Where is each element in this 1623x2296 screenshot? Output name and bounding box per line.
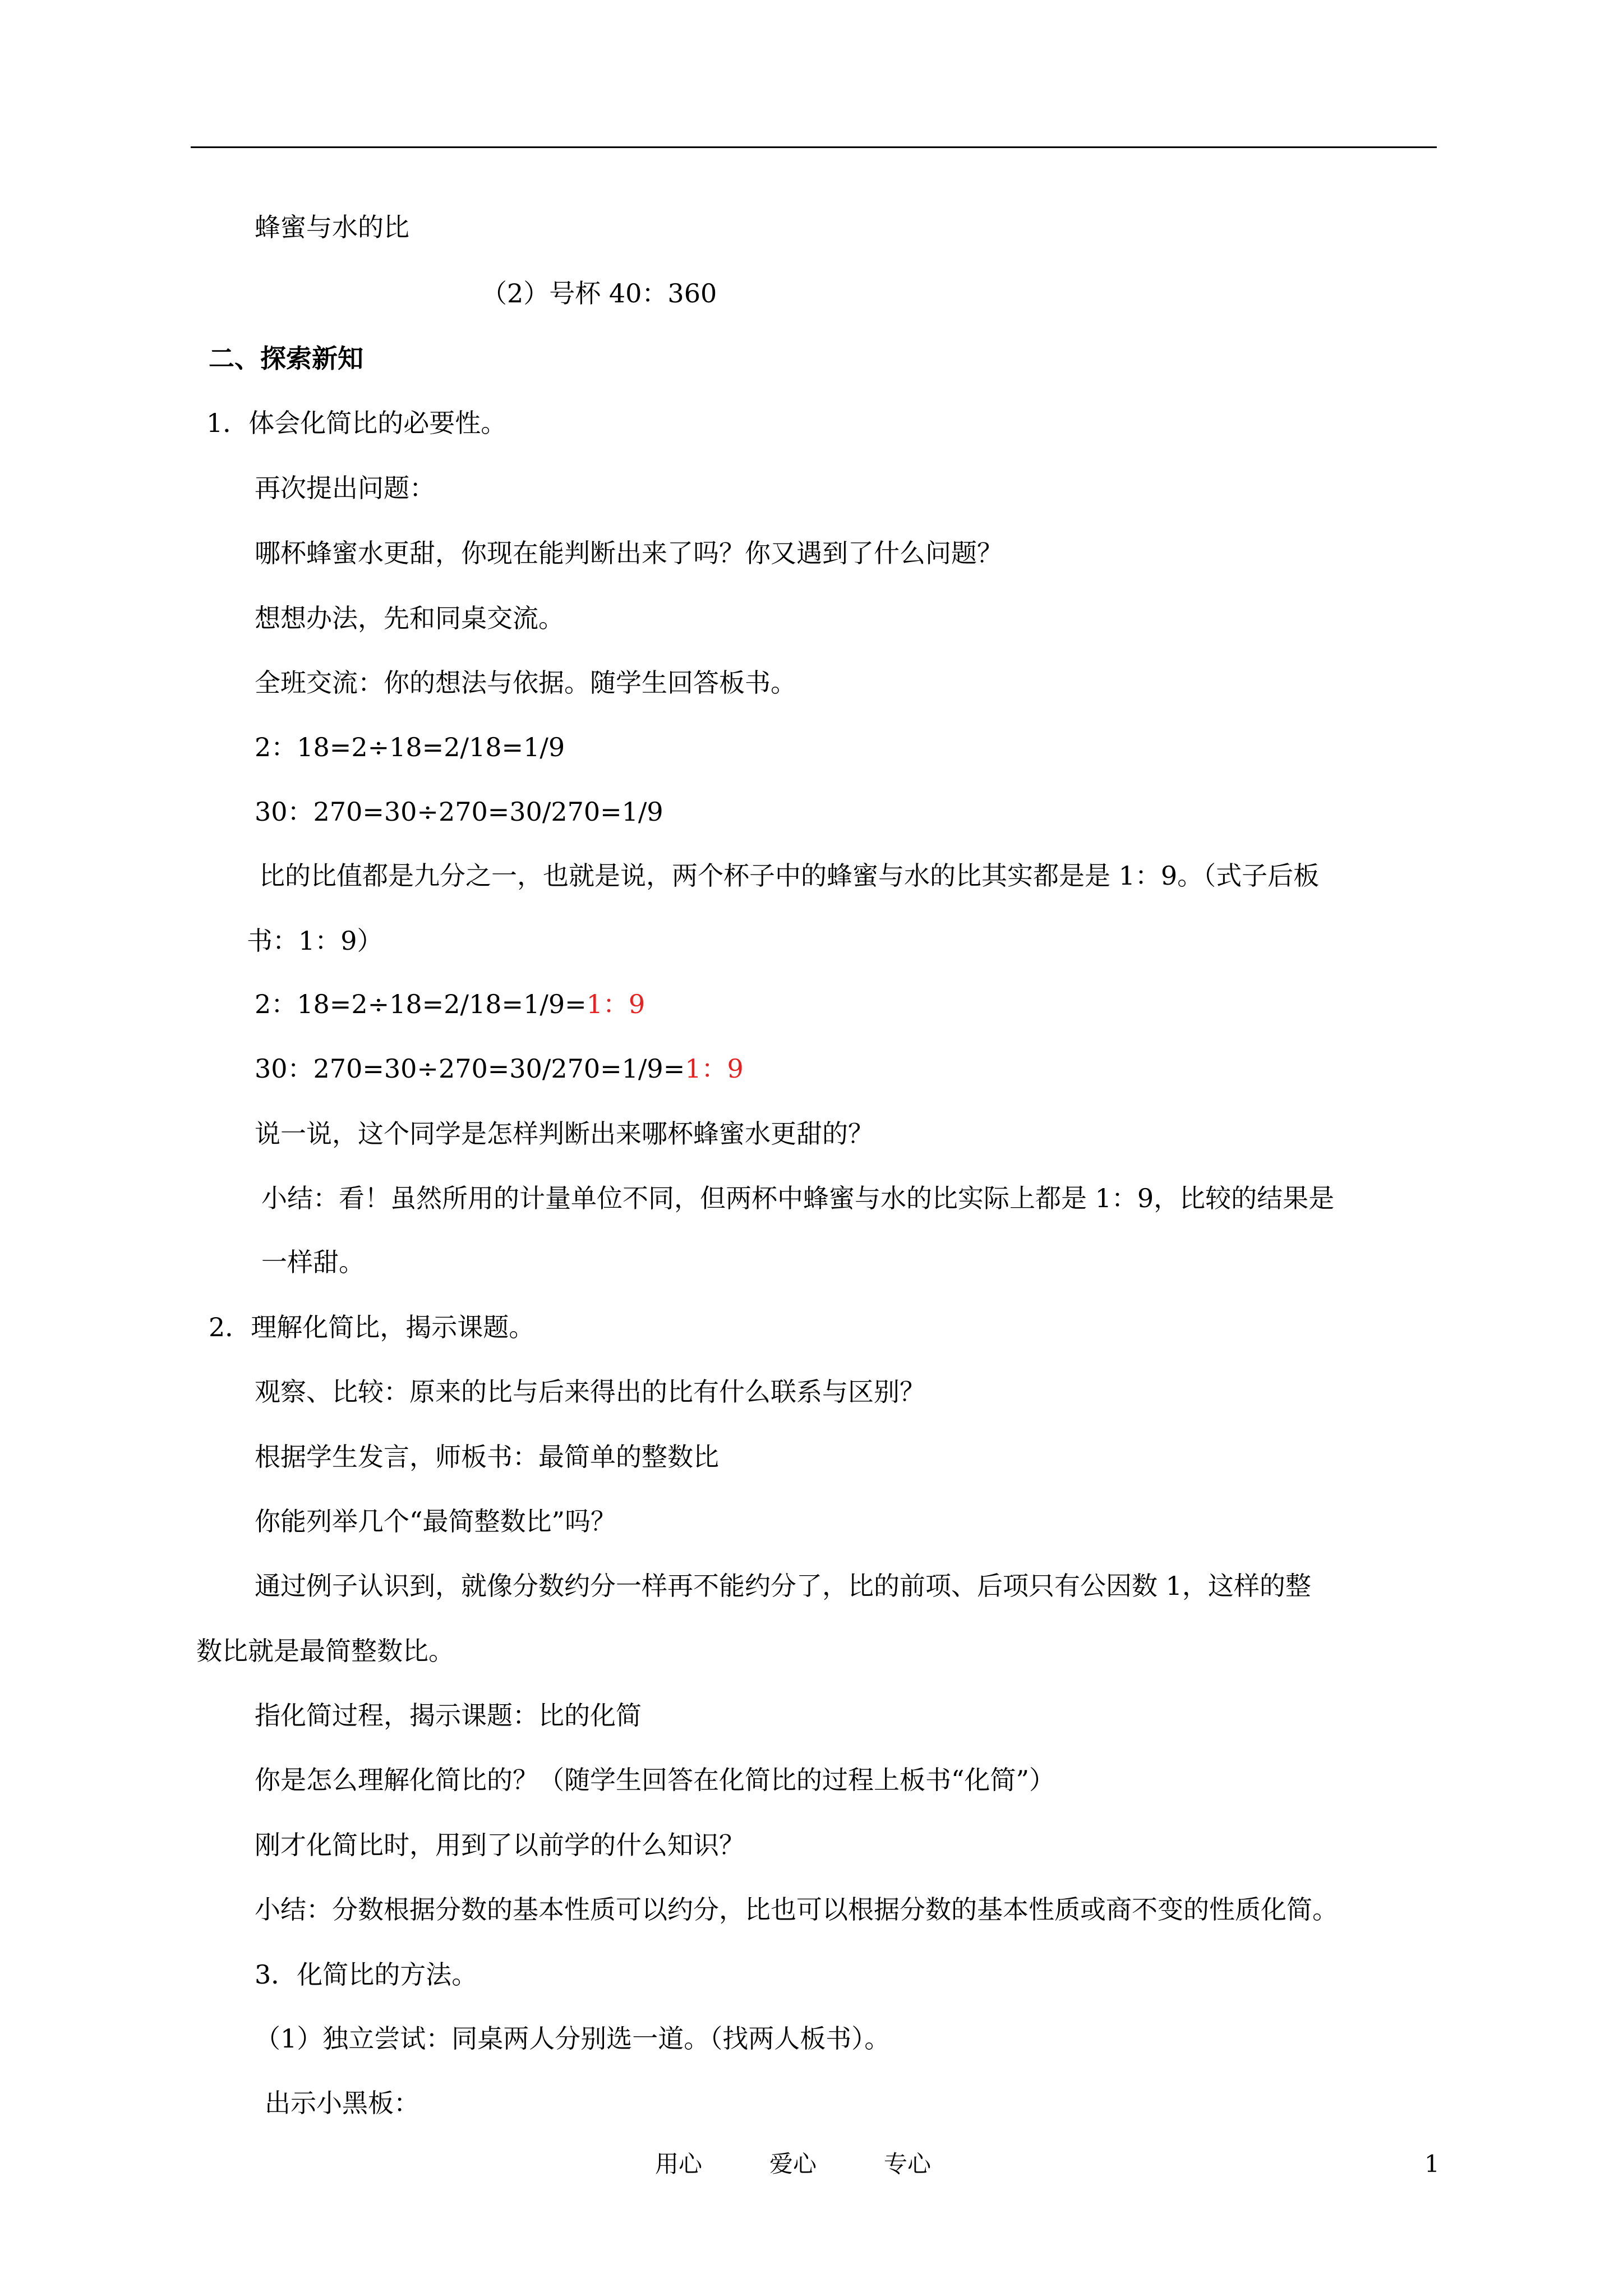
text-line: 一样甜。 [261, 1247, 365, 1277]
formula-line: 30：270=30÷270=30/270=1/9 [255, 797, 663, 827]
text-line: 比的比值都是九分之一，也就是说，两个杯子中的蜂蜜与水的比其实都是是 1：9。（式子后板 [259, 861, 1320, 891]
text-line: 说一说，这个同学是怎样判断出来哪杯蜂蜜水更甜的？ [255, 1119, 874, 1149]
text-line: （2）号杯 40：360 [481, 278, 717, 309]
summary-line: 小结：看！虽然所用的计量单位不同，但两杯中蜂蜜与水的比实际上都是 1：9，比较的结果是 [261, 1183, 1335, 1213]
formula-line [255, 1052, 744, 1085]
formula-text: 30：270=30÷270=30/270=1/9= [255, 1053, 685, 1084]
text-line: 想想办法，先和同桌交流。 [255, 603, 564, 633]
formula-line: 2：18=2÷18=2/18=1/9 [255, 732, 565, 762]
subsection-heading: 2．理解化简比，揭示课题。 [209, 1312, 535, 1342]
text-line: 通过例子认识到，就像分数约分一样再不能约分了，比的前项、后项只有公因数 1，这样的整 [255, 1571, 1311, 1601]
text-line: 数比就是最简整数比。 [196, 1636, 454, 1666]
text-line: 书：1：9） [247, 926, 383, 956]
footer-motto-3: 专心 [884, 2150, 932, 2178]
text-line: 蜂蜜与水的比 [255, 212, 409, 242]
text-line: 指化简过程，揭示课题：比的化简 [255, 1700, 642, 1731]
subsection-heading: 1．体会化简比的必要性。 [206, 408, 507, 438]
text-line: （1）独立尝试：同桌两人分别选一道。（找两人板书）。 [255, 2023, 891, 2054]
footer-motto-1: 用心 [655, 2150, 703, 2178]
text-line: 根据学生发言，师板书：最简单的整数比 [255, 1442, 719, 1472]
summary-line: 小结：分数根据分数的基本性质可以约分，比也可以根据分数的基本性质或商不变的性质化简。 [255, 1894, 1338, 1925]
text-line: 全班交流：你的想法与依据。随学生回答板书。 [255, 668, 796, 698]
text-line: 刚才化简比时，用到了以前学的什么知识？ [255, 1830, 745, 1860]
formula-line [255, 987, 645, 1021]
text-line: 你是怎么理解化简比的？（随学生回答在化简比的过程上板书“化简”） [255, 1765, 1055, 1795]
page-number: 1 [1424, 2150, 1440, 2178]
header-rule [191, 146, 1437, 148]
section-heading: 二、探索新知 [209, 343, 363, 374]
formula-text: 2：18=2÷18=2/18=1/9= [255, 989, 587, 1019]
text-line: 观察、比较：原来的比与后来得出的比有什么联系与区别？ [255, 1377, 925, 1407]
highlighted-ratio: 1：9 [685, 1053, 744, 1084]
subsection-heading: 3．化简比的方法。 [255, 1959, 478, 1990]
footer-motto-2: 爱心 [769, 2150, 817, 2178]
highlighted-ratio: 1：9 [586, 989, 645, 1019]
text-line: 你能列举几个“最简整数比”吗？ [255, 1506, 617, 1536]
text-line: 出示小黑板： [265, 2088, 419, 2118]
text-line: 哪杯蜂蜜水更甜，你现在能判断出来了吗？你又遇到了什么问题？ [255, 538, 1003, 568]
text-line: 再次提出问题： [255, 473, 435, 503]
